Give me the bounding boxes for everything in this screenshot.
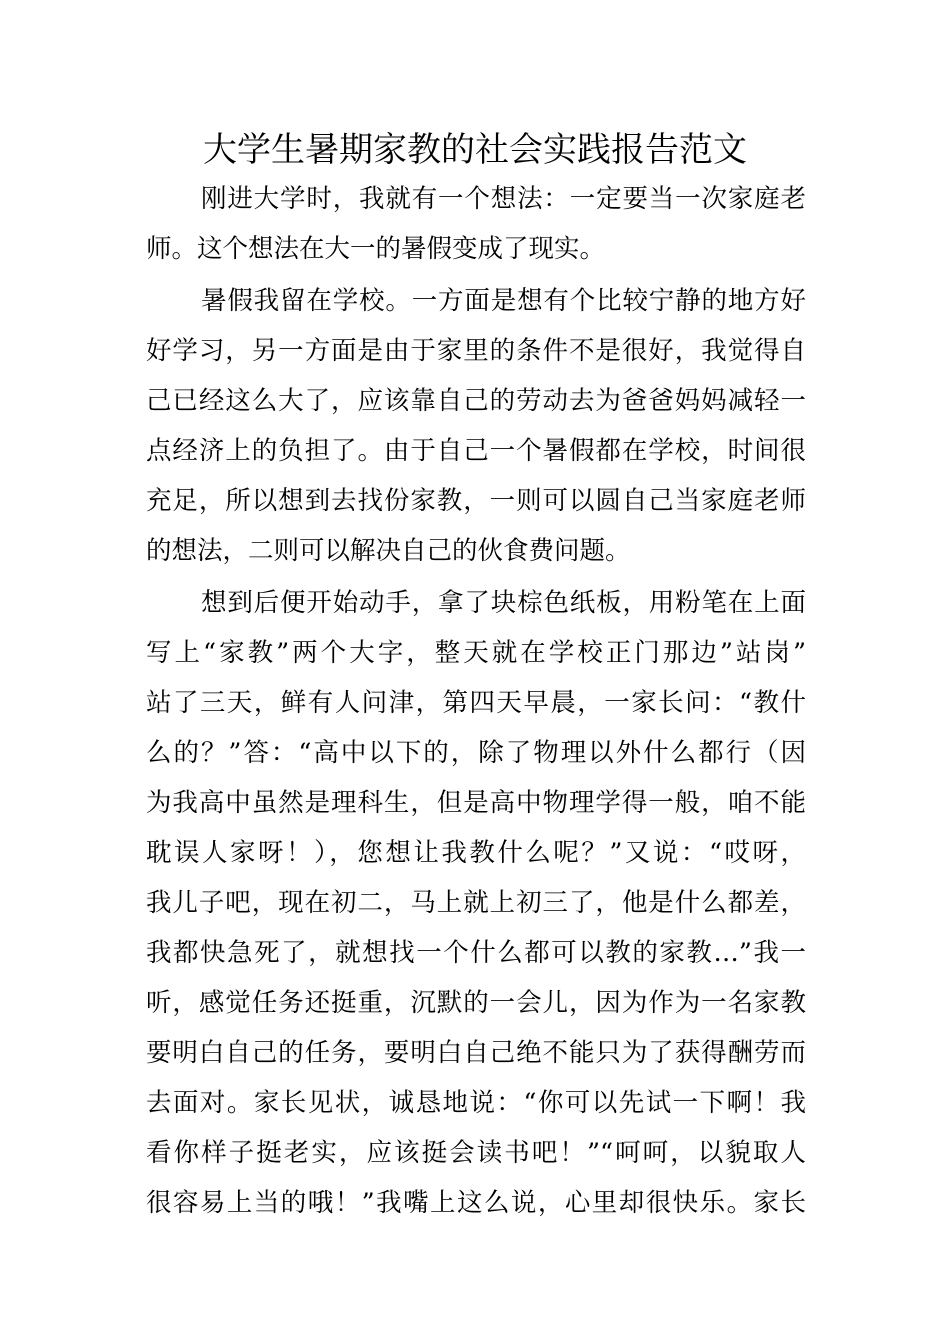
text-line: 我儿子吧，现在初二，马上就上初三了，他是什么都差， <box>146 888 806 918</box>
text-line: 点经济上的负担了。由于自己一个暑假都在学校，时间很 <box>146 436 806 466</box>
text-line: 我都快急死了，就想找一个什么都可以教的家教…”我一 <box>146 938 806 968</box>
text-line: 很容易上当的哦！”我嘴上这么说，心里却很快乐。家长 <box>146 1188 806 1218</box>
text-line: 充足，所以想到去找份家教，一则可以圆自己当家庭老师 <box>146 486 806 516</box>
text-line: 己已经这么大了，应该靠自己的劳动去为爸爸妈妈减轻一 <box>146 386 806 416</box>
document-body <box>146 174 806 1228</box>
text-line: 师。这个想法在大一的暑假变成了现实。 <box>146 234 606 264</box>
text-line: 写上“家教”两个大字，整天就在学校正门那边”站岗” <box>146 638 806 668</box>
text-line: 站了三天，鲜有人问津，第四天早晨，一家长问：“教什 <box>146 688 806 718</box>
text-line: 看你样子挺老实，应该挺会读书吧！”“呵呵，以貌取人 <box>146 1138 806 1168</box>
text-line: 耽误人家呀！），您想让我教什么呢？”又说：“哎呀， <box>146 838 806 868</box>
text-line: 么的？”答：“高中以下的，除了物理以外什么都行（因 <box>146 738 806 768</box>
text-line: 的想法，二则可以解决自己的伙食费问题。 <box>146 536 631 566</box>
text-line: 要明白自己的任务，要明白自己绝不能只为了获得酬劳而 <box>146 1038 806 1068</box>
text-line: 为我高中虽然是理科生，但是高中物理学得一般，咱不能 <box>146 788 806 818</box>
text-line: 听，感觉任务还挺重，沉默的一会儿，因为作为一名家教 <box>146 988 806 1018</box>
text-line: 想到后便开始动手，拿了块棕色纸板，用粉笔在上面 <box>201 588 806 618</box>
paragraph <box>146 174 806 274</box>
paragraph <box>146 276 806 576</box>
text-line: 刚进大学时，我就有一个想法：一定要当一次家庭老 <box>201 184 806 214</box>
paragraph <box>146 578 806 1228</box>
text-line: 暑假我留在学校。一方面是想有个比较宁静的地方好 <box>201 286 806 316</box>
text-line: 去面对。家长见状，诚恳地说：“你可以先试一下啊！我 <box>146 1088 806 1118</box>
document-title: 大学生暑期家教的社会实践报告范文 <box>203 130 747 170</box>
text-line: 好学习，另一方面是由于家里的条件不是很好，我觉得自 <box>146 336 806 366</box>
